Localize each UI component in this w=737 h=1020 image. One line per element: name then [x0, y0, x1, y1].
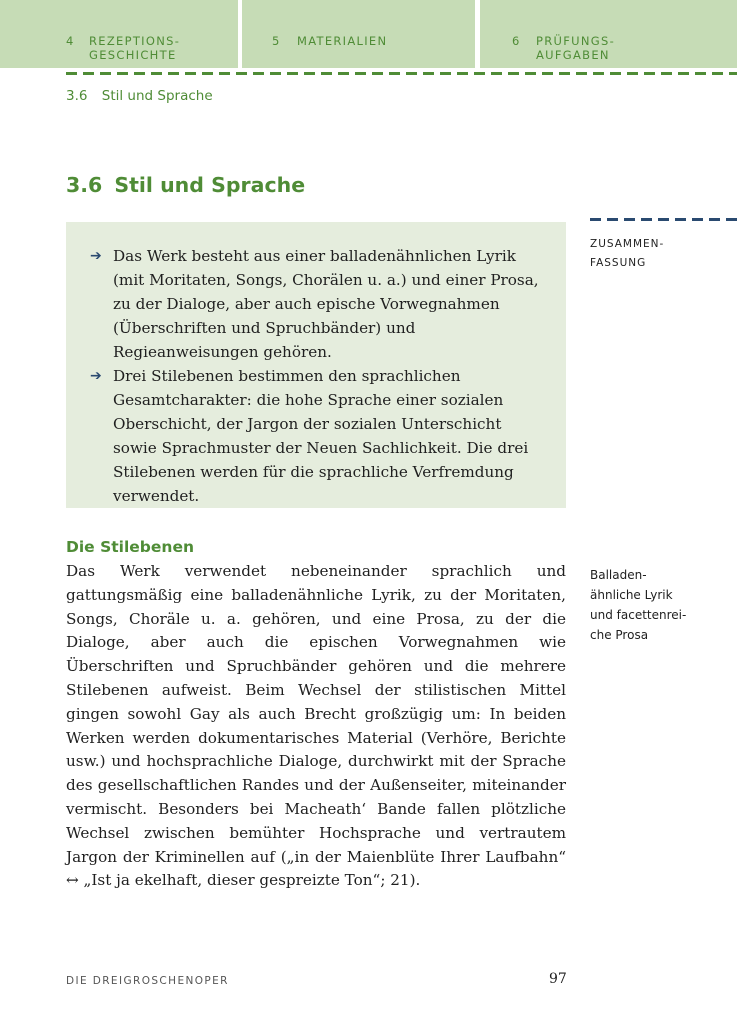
margin-summary-label: ZUSAMMEN- FASSUNG — [590, 238, 665, 269]
tab-label: MATERIALIEN — [297, 34, 388, 48]
summary-bullet — [90, 364, 544, 508]
summary-bullet-text: Drei Stilebenen bestimmen den sprachlichen Gesamtcharakter: die hohe Sprache einer sozialen Oberschicht, der Jargon der sozialen Unterschicht sowie Sprachmuster der Neuen Sachlichkeit. Die drei Stilebenen werden für die sprachliche Verfremdung verwendet. — [113, 367, 529, 505]
breadcrumb-number: 3.6 — [66, 88, 88, 104]
tab-number: 4 — [66, 34, 75, 48]
summary-bullet-text: Das Werk besteht aus einer balladenähnlichen Lyrik (mit Moritaten, Songs, Chorälen u. a.) und einer Prosa, zu der Dialoge, aber auch epische Vorwegnahmen (Überschriften und Spruchbänder) und Regieanweisungen gehören. — [113, 247, 539, 361]
tab-label: REZEPTIONS- GESCHICHTE — [89, 34, 181, 62]
section-heading: Die Stilebenen — [66, 538, 194, 556]
summary-box — [66, 222, 566, 508]
section-body-text: Das Werk verwendet nebeneinander sprachlich und gattungsmäßig eine balladenähnliche Lyrik, zu der Moritaten, Songs, Choräle u. a. gehören, und eine Prosa, zu der die Dialoge, aber auch die epischen Vorwegnahmen wie Überschriften und Spruchbänder gehören und die mehrere Stilebenen aufweist. Beim Wechsel der stilistischen Mittel gingen sowohl Gay als auch Brecht großzügig um: In beiden Werken werden dokumentarisches Material (Verhöre, Berichte usw.) und hochsprachliche Dialoge, durchwirkt mit der Sprache des gesellschaftlichen Randes und der Außenseiter, miteinander vermischt. Besonders bei Macheath‘ Bande fallen plötzliche Wechsel zwischen bemühter Hochsprache und vertrautem Jargon der Kriminellen auf („in der Maienblüte Ihrer Laufbahn“ ↔ „Ist ja ekelhaft, dieser gespreizte Ton“; 21). — [66, 562, 566, 890]
tab-rezeptionsgeschichte[interactable] — [0, 0, 238, 68]
chapter-navigation — [0, 0, 737, 68]
chapter-title — [66, 173, 305, 197]
chapter-title-text: Stil und Sprache — [114, 173, 306, 197]
margin-note: Balladen- ähnliche Lyrik und facettenrei- che Prosa — [590, 568, 687, 642]
arrow-right-icon: ➔ — [90, 248, 102, 264]
tab-pruefungsaufgaben[interactable] — [480, 0, 737, 68]
tab-number: 6 — [512, 34, 521, 48]
breadcrumb — [66, 88, 213, 104]
tab-label: PRÜFUNGS- AUFGABEN — [536, 34, 616, 62]
tab-number: 5 — [272, 34, 281, 48]
arrow-right-icon: ➔ — [90, 368, 102, 384]
summary-bullet — [90, 244, 544, 364]
footer-book-title: DIE DREIGROSCHENOPER — [66, 975, 229, 987]
breadcrumb-title: Stil und Sprache — [101, 88, 213, 104]
tab-materialien[interactable] — [242, 0, 475, 68]
margin-dashed-divider — [590, 218, 737, 221]
header-dashed-divider — [66, 72, 737, 75]
chapter-number: 3.6 — [66, 173, 103, 197]
page-number: 97 — [549, 971, 567, 987]
